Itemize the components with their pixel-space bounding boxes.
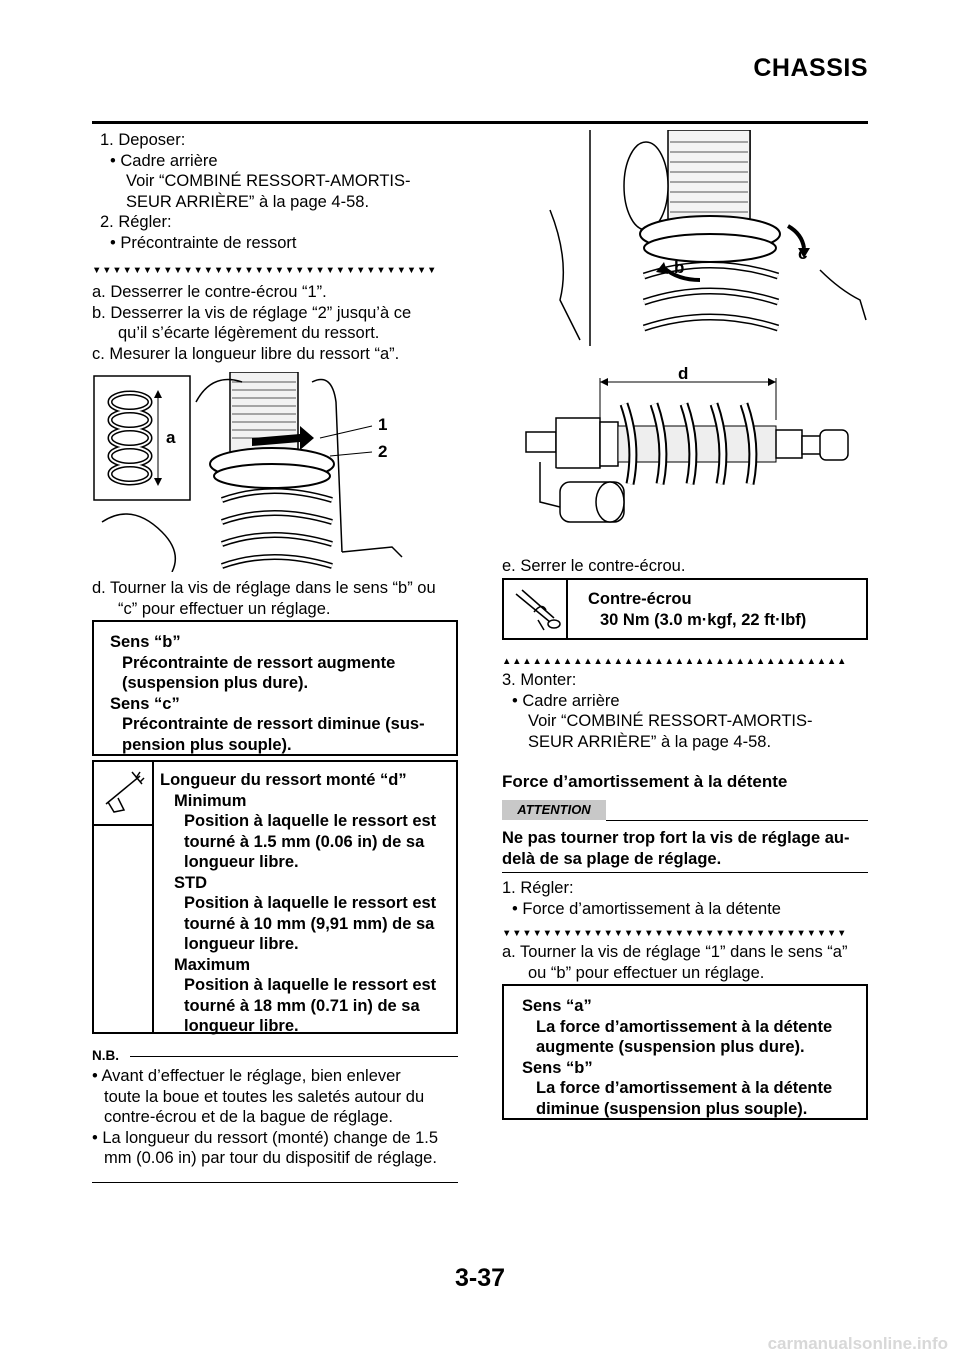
label-a: a [166,428,176,447]
attention-line: delà de sa plage de réglage. [502,849,722,868]
header-rule [92,121,868,124]
sens2-line: Sens “a” [522,997,592,1015]
length-line: longueur libre. [184,935,299,953]
attention-label: ATTENTION [502,800,606,820]
nb-line: contre-écrou et de la bague de réglage. [104,1108,393,1126]
step-d-line: “c” pour effectuer un réglage. [118,599,331,618]
spring-adjuster-figure [92,372,458,572]
sens2-line: augmente (suspension plus dure). [536,1038,805,1056]
step-3-line: 3. Monter: [502,671,577,689]
sens-line: Sens “b” [110,633,181,651]
step-line: • Précontrainte de ressort [110,233,297,252]
length-line: Position à laquelle le ressort est [184,976,437,994]
step-line: 2. Régler: [100,213,172,231]
page-number: 3-37 [454,1264,506,1292]
shock-length-figure [520,362,868,538]
sens-line: pension plus souple). [122,735,292,754]
regler-line: • Force d’amortissement à la détente [512,899,781,918]
adjuster-direction-figure [540,130,870,346]
sens2-line: La force d’amortissement à la détente [536,1017,833,1036]
label-c: c [798,244,808,263]
left-substeps [92,282,458,364]
step-d [92,578,458,619]
sens-line: Précontrainte de ressort augmente [122,653,396,672]
nb-line: toute la boue et toutes les saletés autour du [104,1087,425,1106]
attention-text [502,828,868,869]
footer-watermark: carmanualsonline.info [767,1334,948,1353]
length-line: tourné à 1.5 mm (0.06 in) de sa [184,832,425,851]
torque-box [502,578,868,640]
nb-items [92,1066,458,1169]
step-3-line: SEUR ARRIÈRE” à la page 4-58. [528,732,772,751]
torque-line: Contre-écrou [588,590,692,608]
nb-line: mm (0.06 in) par tour du dispositif de réglage. [104,1149,437,1167]
label-b: b [674,258,685,277]
label-d: d [678,364,689,383]
step-3-line: • Cadre arrière [512,691,620,710]
substep-line: a. Desserrer le contre-écrou “1”. [92,283,327,301]
page-title: CHASSIS [753,54,868,82]
start-triangles-2: ▼▼▼▼▼▼▼▼▼▼▼▼▼▼▼▼▼▼▼▼▼▼▼▼▼▼▼▼▼▼▼▼▼▼ [502,928,848,939]
step-line: 1. Deposer: [100,131,186,149]
end-triangles: ▲▲▲▲▲▲▲▲▲▲▲▲▲▲▲▲▲▲▲▲▲▲▲▲▲▲▲▲▲▲▲▲▲▲ [502,656,848,667]
step-line: Voir “COMBINÉ RESSORT-AMORTIS- [126,172,411,190]
step-a [502,942,868,983]
sens-box [92,620,458,756]
caliper-icon [100,768,146,824]
regler-line: 1. Régler: [502,879,574,897]
length-line: Minimum [174,791,247,810]
section-title: Force d’amortissement à la détente [502,772,788,791]
step-3-line: Voir “COMBINÉ RESSORT-AMORTIS- [528,712,813,730]
length-box [92,760,458,1034]
nb-bottom-rule [92,1182,458,1183]
regler [502,878,868,919]
nb-line: • La longueur du ressort (monté) change de 1.5 [92,1128,439,1147]
step-line: SEUR ARRIÈRE” à la page 4-58. [126,192,370,211]
step-a-line: ou “b” pour effectuer un réglage. [528,963,765,982]
torque-line: 30 Nm (3.0 m·kgf, 22 ft·lbf) [600,610,807,629]
length-line: STD [174,873,207,892]
substep-line: c. Mesurer la longueur libre du ressort “a”. [92,344,400,363]
sens2-line: Sens “b” [522,1058,593,1077]
label-1: 1 [378,415,388,434]
length-line: tourné à 18 mm (0.71 in) de sa [184,996,420,1015]
nb-line: • Avant d’effectuer le réglage, bien enlever [92,1067,401,1085]
nb-label: N.B. [92,1048,119,1063]
sens-box-2 [502,984,868,1120]
torque-wrench-icon [512,584,562,642]
sens-line: (suspension plus dure). [122,674,309,692]
substep-line: b. Desserrer la vis de réglage “2” jusqu’à ce [92,303,412,322]
nb-rule [130,1056,458,1057]
step-3 [502,670,868,752]
length-line: Position à laquelle le ressort est [184,812,437,830]
attention-line: Ne pas tourner trop fort la vis de réglage au- [502,829,850,847]
step-e: e. Serrer le contre-écrou. [502,557,686,575]
start-triangles: ▼▼▼▼▼▼▼▼▼▼▼▼▼▼▼▼▼▼▼▼▼▼▼▼▼▼▼▼▼▼▼▼▼▼ [92,265,438,276]
length-line: Maximum [174,955,251,974]
attention-rule [606,820,868,821]
length-line: longueur libre. [184,853,299,871]
substep-line: qu’il s’écarte légèrement du ressort. [118,324,380,342]
sens2-line: diminue (suspension plus souple). [536,1099,808,1118]
length-line: tourné à 10 mm (9,91 mm) de sa [184,914,435,933]
length-line: longueur libre. [184,1017,299,1035]
left-steps [92,130,458,253]
step-a-line: a. Tourner la vis de réglage “1” dans le sens “a” [502,943,848,961]
sens-line: Sens “c” [110,694,180,713]
length-line: Position à laquelle le ressort est [184,894,437,912]
label-2: 2 [378,442,388,461]
sens2-line: La force d’amortissement à la détente [536,1079,833,1097]
step-d-line: d. Tourner la vis de réglage dans le sens “b” ou [92,579,436,597]
sens-line: Précontrainte de ressort diminue (sus- [122,715,425,733]
attention-bottom-rule [502,872,868,873]
step-line: • Cadre arrière [110,151,218,170]
length-line: Longueur du ressort monté “d” [160,771,407,789]
